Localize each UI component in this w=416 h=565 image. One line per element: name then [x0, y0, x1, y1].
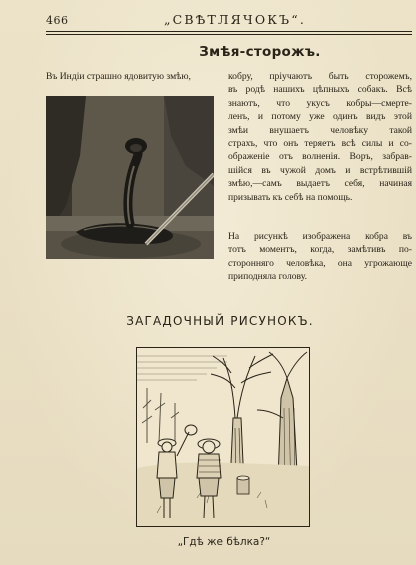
article-line: призывать къ себѣ на помощь.: [228, 191, 353, 203]
article-second-paragraph: [228, 230, 412, 284]
cobra-photo-art: [46, 96, 214, 259]
article-line: знаютъ, что укусъ кобры—смертe-: [228, 97, 412, 109]
article-right-column: [228, 70, 412, 204]
article-lead-text: Въ Индіи страшно ядовитую змѣю,: [46, 71, 191, 82]
page-number: 466: [46, 14, 69, 27]
article-line: шійся въ чужой домъ и встрѣтившій: [228, 164, 412, 176]
article-title: Змѣя-сторожъ.: [199, 44, 321, 60]
header-rule-bottom: [46, 34, 412, 35]
magazine-title: „СВѢТЛЯЧОКЪ“.: [163, 12, 307, 27]
puzzle-caption: „Гдѣ же бѣлка?“: [177, 536, 271, 548]
article-line: ображеніе отъ волненія. Воръ, забрав-: [228, 151, 412, 163]
puzzle-section-title: ЗАГАДОЧНЫЙ РИСУНОКЪ.: [126, 314, 314, 328]
cobra-photo: [46, 96, 214, 259]
article-line: страхъ, что онъ теряетъ всѣ силы и со-: [228, 138, 412, 150]
article-line: въ родѣ нашихъ цѣпныхъ собакъ. Всѣ: [228, 84, 412, 96]
article-line: ленъ, и потому уже одинъ видъ этой: [228, 111, 412, 123]
puzzle-illustration: [136, 347, 310, 527]
article-line: На рисункѣ изображена кобра въ: [228, 231, 412, 242]
article-line: сторонняго человѣка, она угрожающе: [228, 257, 412, 269]
article-line: змѣю,—самъ выдаетъ себя, начиная: [228, 178, 412, 190]
article-line: приподняла голову.: [228, 271, 307, 283]
article-line: змѣи внушаетъ человѣку такой: [228, 124, 412, 136]
forest-scene-art: [137, 348, 309, 526]
article-line: тотъ моментъ, когда, замѣтивъ по-: [228, 244, 412, 256]
header-rule-top: [46, 31, 412, 32]
article-line: кобру, пріучаютъ быть сторожемъ,: [228, 71, 412, 82]
